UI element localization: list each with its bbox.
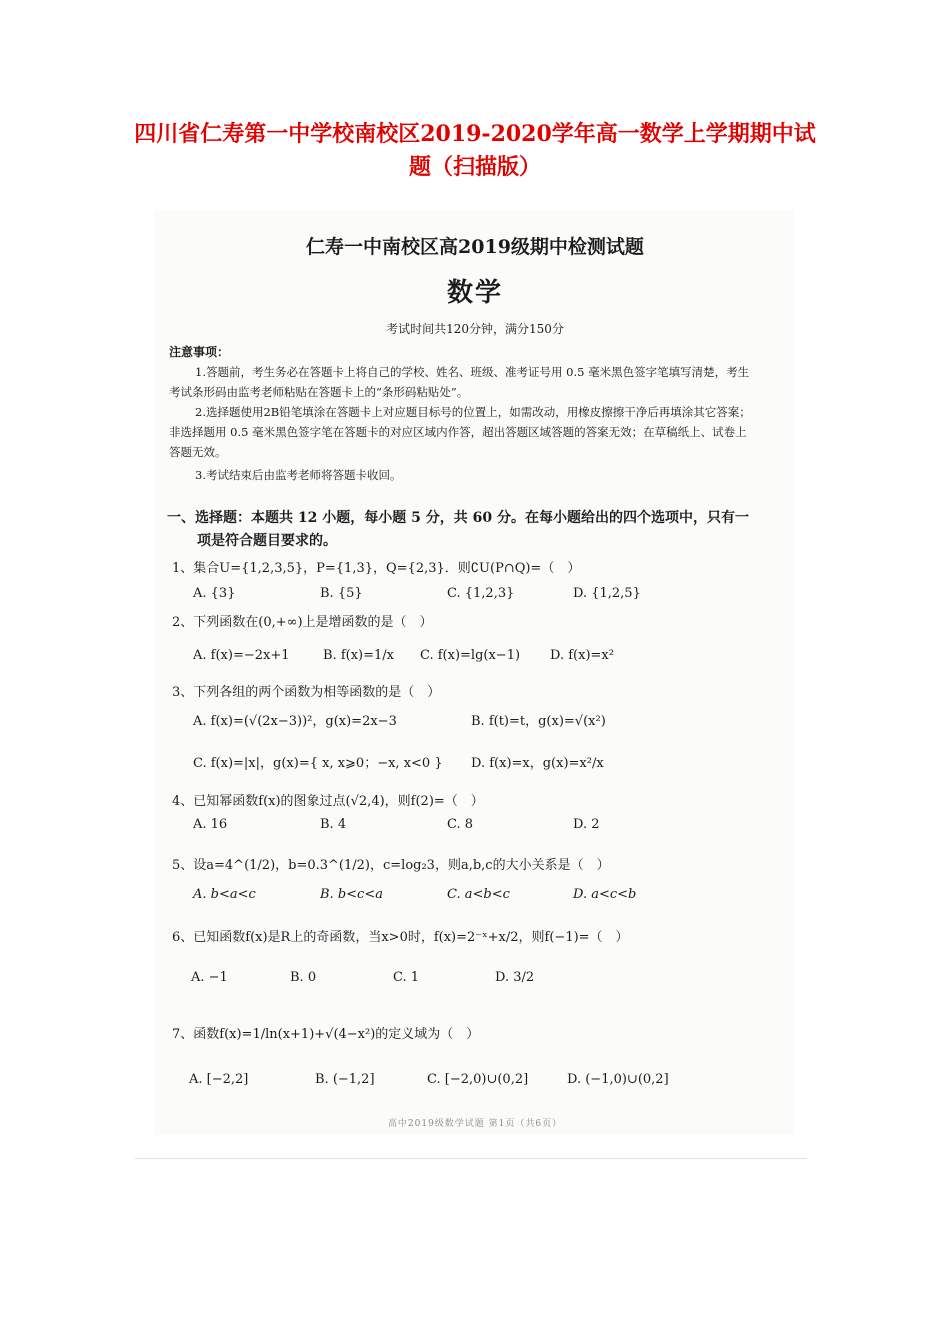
question-1-option-d: D. {1,2,5} (573, 586, 641, 601)
question-6-stem: 6、已知函数f(x)是R上的奇函数，当x>0时，f(x)=2⁻ˣ+x/2，则f(−1)=（ ） (172, 930, 629, 945)
notes-heading: 注意事项： (169, 345, 230, 359)
section-heading-line2: 项是符合题目要求的。 (197, 533, 337, 549)
exam-title: 仁寿一中南校区高2019级期中检测试题 (306, 236, 644, 258)
section-heading (167, 507, 757, 553)
question-7-option-c: C. [−2,0)∪(0,2] (427, 1072, 529, 1087)
question-3-option-b: B. f(t)=t，g(x)=√(x²) (471, 714, 606, 729)
exam-subject: 数学 (446, 278, 503, 308)
section-heading-line1: 一、选择题：本题共 12 小题，每小题 5 分，共 60 分。在每小题给出的四个选项中，只有一 (167, 510, 749, 526)
note-item: 2.选择题使用2B铅笔填涂在答题卡上对应题目标号的位置上，如需改动，用橡皮擦擦干净后再填涂其它答案；非选择题用 0.5 毫米黑色签字笔在答题卡的对应区域内作答，超出答题区域答题的答案无效；在草稿纸上、试卷上答题无效。 (169, 405, 751, 459)
question-6-option-d: D. 3/2 (495, 970, 535, 985)
question-1-stem: 1、集合U={1,2,3,5}，P={1,3}，Q={2,3}．则∁U(P∩Q)=（ ） (172, 561, 581, 576)
question-2-stem: 2、下列函数在(0,+∞)上是增函数的是（ ） (172, 615, 433, 630)
question-6-option-c: C. 1 (393, 970, 420, 985)
question-1-option-b: B. {5} (320, 586, 363, 601)
document-title: 四川省仁寿第一中学校南校区2019-2020学年高一数学上学期期中试题（扫描版） (134, 121, 816, 180)
question-7-option-d: D. (−1,0)∪(0,2] (567, 1072, 669, 1087)
question-7-option-a: A. [−2,2] (189, 1072, 249, 1087)
bottom-divider (135, 1158, 807, 1159)
question-4-option-c: C. 8 (447, 817, 474, 832)
question-4-option-d: D. 2 (573, 817, 600, 832)
note-item: 3.考试结束后由监考老师将答题卡收回。 (195, 468, 402, 482)
question-3-stem: 3、下列各组的两个函数为相等函数的是（ ） (172, 685, 441, 700)
question-4-option-b: B. 4 (320, 817, 347, 832)
question-2-option-b: B. f(x)=1/x (323, 648, 394, 663)
exam-time-info: 考试时间共120分钟，满分150分 (386, 322, 564, 336)
question-1-option-a: A. {3} (193, 586, 236, 601)
question-4-option-a: A. 16 (193, 817, 228, 832)
question-2-option-a: A. f(x)=−2x+1 (193, 648, 290, 663)
question-6-option-a: A. −1 (191, 970, 228, 985)
question-3-option-c: C. f(x)=|x|，g(x)={ x, x⩾0；−x, x<0 } (193, 756, 443, 771)
question-5-option-c: C. a<b<c (447, 887, 510, 902)
note-item: 1.答题前，考生务必在答题卡上将自己的学校、姓名、班级、准考证号用 0.5 毫米黑色签字笔填写清楚，考生考试条形码由监考老师粘贴在答题卡上的“条形码粘贴处”。 (169, 365, 750, 399)
question-5-option-b: B. b<c<a (320, 887, 383, 902)
scanned-exam-page (155, 210, 795, 1135)
question-3-option-d: D. f(x)=x，g(x)=x²/x (471, 756, 604, 771)
question-5-option-a: A. b<a<c (193, 887, 256, 902)
question-5-stem: 5、设a=4^(1/2)，b=0.3^(1/2)，c=log₂3，则a,b,c的大小关系是（ ） (172, 858, 610, 873)
question-5-option-d: D. a<c<b (573, 887, 637, 902)
question-2-option-c: C. f(x)=lg(x−1) (420, 648, 521, 663)
question-2-option-d: D. f(x)=x² (550, 648, 614, 663)
question-4-stem: 4、已知幂函数f(x)的图象过点(√2,4)，则f(2)=（ ） (172, 794, 484, 809)
page-footer: 高中2019级数学试题 第1页（共6页） (387, 1119, 563, 1129)
question-6-option-b: B. 0 (290, 970, 317, 985)
question-3-option-a: A. f(x)=(√(2x−3))²，g(x)=2x−3 (193, 714, 397, 729)
question-7-stem: 7、函数f(x)=1/ln(x+1)+√(4−x²)的定义域为（ ） (172, 1027, 480, 1042)
question-7-option-b: B. (−1,2] (315, 1072, 375, 1087)
question-1-option-c: C. {1,2,3} (447, 586, 515, 601)
